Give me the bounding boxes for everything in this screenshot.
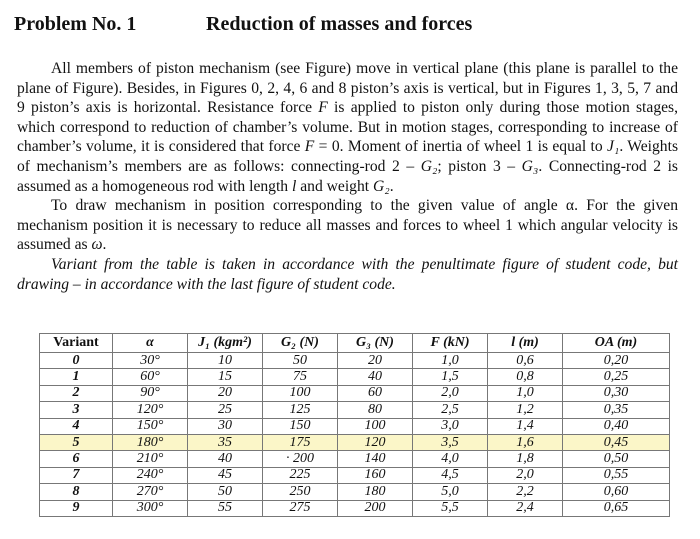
table-cell: 0,6: [488, 353, 563, 369]
text-run: = 0. Moment of inertia of wheel 1 is equal to: [314, 138, 607, 156]
variant-number-cell: 4: [40, 418, 113, 434]
variant-number-cell: 5: [40, 434, 113, 450]
table-cell: 0,60: [563, 484, 670, 500]
table-cell: 120: [338, 434, 413, 450]
table-cell: 60: [338, 385, 413, 401]
table-row: [40, 434, 670, 450]
variants-table: [39, 333, 670, 517]
table-cell: 2,2: [488, 484, 563, 500]
table-cell: 50: [188, 484, 263, 500]
table-cell: 1,8: [488, 451, 563, 467]
table-cell: 90°: [113, 385, 188, 401]
table-cell: 40: [338, 369, 413, 385]
table-header-row: [40, 334, 670, 353]
table-cell: 60°: [113, 369, 188, 385]
table-row: [40, 385, 670, 401]
table-cell: 25: [188, 402, 263, 418]
table-cell: 250: [263, 484, 338, 500]
table-cell: 0,8: [488, 369, 563, 385]
table-cell: 1,5: [413, 369, 488, 385]
variant-number-cell: 7: [40, 467, 113, 483]
table-cell: 40: [188, 451, 263, 467]
problem-heading: [14, 13, 472, 36]
table-cell: 20: [188, 385, 263, 401]
table-cell: 1,2: [488, 402, 563, 418]
variant-number-cell: 1: [40, 369, 113, 385]
table-cell: 55: [188, 500, 263, 516]
table-body: [40, 353, 670, 517]
header-cell: α: [113, 334, 188, 353]
table-cell: 1,6: [488, 434, 563, 450]
table-cell: 300°: [113, 500, 188, 516]
paragraph-problem-description: [17, 59, 678, 196]
table-row: [40, 451, 670, 467]
header-cell: J₁ (kgm²): [188, 334, 263, 353]
text-run: .: [389, 177, 394, 195]
table-cell: 140: [338, 451, 413, 467]
table-cell: 5,0: [413, 484, 488, 500]
variant-number-cell: 9: [40, 500, 113, 516]
table-cell: 0,50: [563, 451, 670, 467]
problem-title: Reduction of masses and forces: [206, 13, 473, 35]
table-cell: 2,5: [413, 402, 488, 418]
table-row: [40, 500, 670, 516]
table-cell: 240°: [113, 467, 188, 483]
table-cell: 45: [188, 467, 263, 483]
table-cell: 180: [338, 484, 413, 500]
table-cell: 0,25: [563, 369, 670, 385]
table-cell: 2,0: [488, 467, 563, 483]
table-cell: 30: [188, 418, 263, 434]
header-cell: l (m): [488, 334, 563, 353]
table-row: [40, 353, 670, 369]
table-cell: 100: [338, 418, 413, 434]
table-cell: 1,0: [488, 385, 563, 401]
table-cell: 275: [263, 500, 338, 516]
paragraph-task: [17, 196, 678, 255]
header-cell: G₃ (N): [338, 334, 413, 353]
table-cell: 0,20: [563, 353, 670, 369]
table-cell: 5,5: [413, 500, 488, 516]
table-cell: 0,45: [563, 434, 670, 450]
text-run: .: [102, 236, 107, 254]
table-row: [40, 467, 670, 483]
table-cell: 0,65: [563, 500, 670, 516]
symbol-weight-rod: G₂: [420, 157, 438, 175]
text-run: and weight: [296, 177, 374, 195]
table-cell: 120°: [113, 402, 188, 418]
text-run: is applied to piston only during those motion stages, which correspond to reduction of chamber’s volume. But in motion stages, corresponding to increase of chamber’s volume, it is considered that force: [17, 99, 678, 156]
table-cell: 15: [188, 369, 263, 385]
variant-number-cell: 6: [40, 451, 113, 467]
table-row: [40, 418, 670, 434]
variant-number-cell: 2: [40, 385, 113, 401]
header-cell: G₂ (N): [263, 334, 338, 353]
symbol-weight-rod: G₂: [373, 177, 390, 195]
problem-number: Problem No. 1: [14, 13, 137, 35]
symbol-length: l: [292, 177, 297, 195]
table-cell: 0,35: [563, 402, 670, 418]
table-cell: 3,5: [413, 434, 488, 450]
table-cell: 20: [338, 353, 413, 369]
table-cell: 1,4: [488, 418, 563, 434]
table-cell: 150: [263, 418, 338, 434]
symbol-angular-velocity: ω: [91, 236, 103, 254]
table-cell: 30°: [113, 353, 188, 369]
symbol-weight-piston: G₃: [521, 157, 539, 175]
symbol-inertia: J₁: [606, 138, 620, 156]
table-cell: 100: [263, 385, 338, 401]
variant-number-cell: 3: [40, 402, 113, 418]
text-run: To draw mechanism in position corresponding to the given value of angle α. For the given mechanism position it is necessary to reduce all masses and forces to wheel 1 which angular velocity is assumed as: [17, 197, 678, 254]
header-cell: Variant: [40, 334, 113, 353]
table-cell: 225: [263, 467, 338, 483]
table-cell: 200: [338, 500, 413, 516]
table-cell: 150°: [113, 418, 188, 434]
table-cell: 0,55: [563, 467, 670, 483]
table-cell: · 200: [263, 451, 338, 467]
table-cell: 180°: [113, 434, 188, 450]
text-run: . Weights of mechanism’s members are as follows: connecting-rod 2 –: [17, 138, 679, 175]
variant-number-cell: 8: [40, 484, 113, 500]
table-cell: 4,5: [413, 467, 488, 483]
table-cell: 3,0: [413, 418, 488, 434]
table-cell: 125: [263, 402, 338, 418]
header-cell: OA (m): [563, 334, 670, 353]
table-cell: 160: [338, 467, 413, 483]
table-row: [40, 484, 670, 500]
table-cell: 2,0: [413, 385, 488, 401]
table-cell: 270°: [113, 484, 188, 500]
text-run: . Connecting-rod 2 is assumed as a homogeneous rod with length: [17, 157, 678, 195]
table-cell: 35: [188, 434, 263, 450]
table-cell: 2,4: [488, 500, 563, 516]
variant-number-cell: 0: [40, 353, 113, 369]
table-cell: 0,40: [563, 418, 670, 434]
paragraph-variant-rule: Variant from the table is taken in accordance with the penultimate figure of student code, but drawing – in accordance with the last figure of student code.: [17, 255, 678, 293]
text-run: ; piston 3 –: [437, 157, 522, 175]
table-cell: 10: [188, 353, 263, 369]
table-cell: 210°: [113, 451, 188, 467]
table-cell: 75: [263, 369, 338, 385]
table-cell: 80: [338, 402, 413, 418]
table-cell: 0,30: [563, 385, 670, 401]
table-cell: 175: [263, 434, 338, 450]
problem-statement: [17, 59, 678, 294]
header-cell: F (kN): [413, 334, 488, 353]
table-row: [40, 369, 670, 385]
table-cell: 1,0: [413, 353, 488, 369]
symbol-force: F: [304, 138, 315, 156]
table-cell: 50: [263, 353, 338, 369]
symbol-force: F: [318, 99, 328, 117]
table-row: [40, 402, 670, 418]
table-cell: 4,0: [413, 451, 488, 467]
text-run: All members of piston mechanism (see Figure) move in vertical plane (this plane is parallel to the plane of Figure). Besides, in Figures 0, 2, 4, 6 and 8 piston’s axis is vertical, but in Figures 1, 3, 5, 7 and 9 piston’s axis is horizontal. Resistance force: [17, 60, 678, 117]
